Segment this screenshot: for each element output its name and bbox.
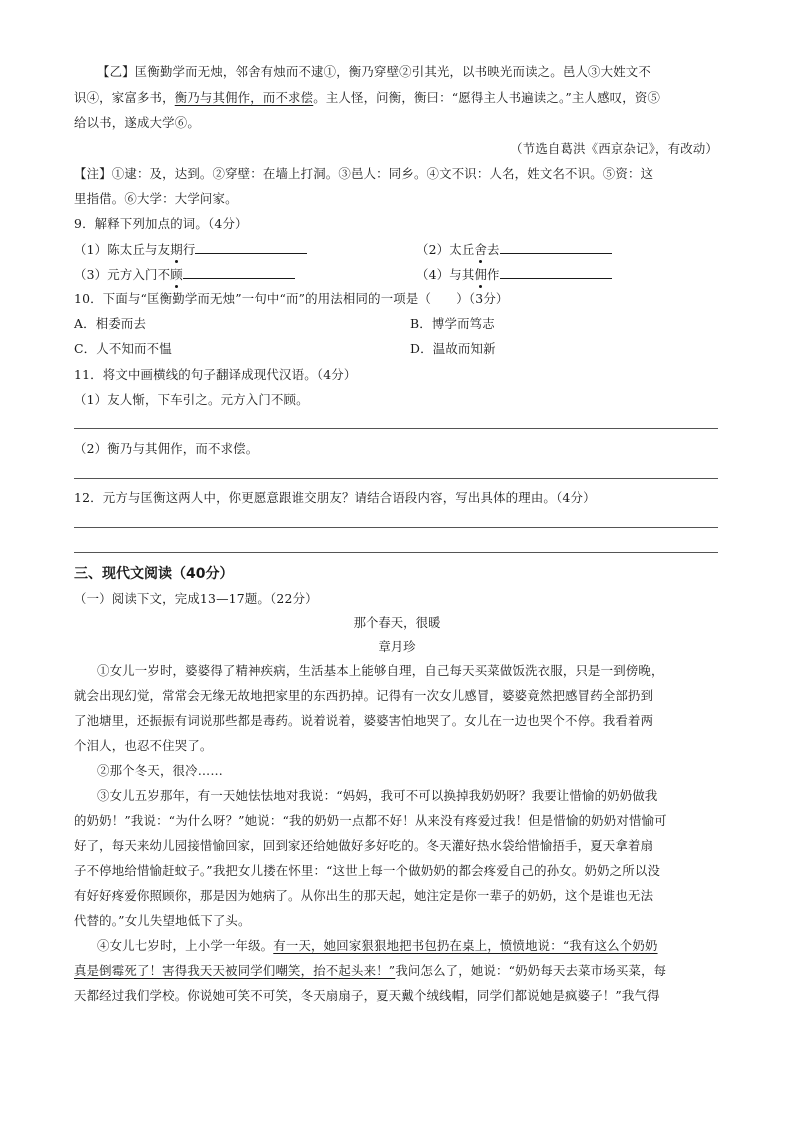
- question-9-stem: 9．解释下列加点的词。（4分）: [74, 216, 248, 231]
- answer-line[interactable]: [74, 478, 718, 479]
- answer-blank[interactable]: [500, 241, 612, 254]
- essay-line: 天都经过我们学校。你说她可笑不可笑，冬天扇扇子，夏天戴个绒线帽，同学们都说她是疯婆子！”我气得: [74, 988, 660, 1003]
- essay-line: 真是倒霉死了！害得我天天被同学们嘲笑，抬不起头来！”我问怎么了，她说：“奶奶每天去菜市场买菜，每: [74, 963, 667, 978]
- answer-blank[interactable]: [183, 266, 295, 279]
- question-11-sentence-2: （2）衡乃与其佣作，而不求偿。: [74, 441, 259, 456]
- section-subtitle: （一）阅读下文，完成13—17题。（22分）: [74, 591, 318, 606]
- option-c[interactable]: C．人不知而不愠: [74, 341, 172, 356]
- underlined-sentence: 真是倒霉死了！害得我天天被同学们嘲笑，抬不起头来！”: [74, 963, 396, 978]
- essay-line: ③女儿五岁那年，有一天她怯怯地对我说：“妈妈，我可不可以换掉我奶奶呀？我要让惜愉的奶奶做我: [97, 788, 658, 803]
- essay-line: 代替的。”女儿失望地低下了头。: [74, 913, 251, 928]
- passage-line: 识④，家富多书，衡乃与其佣作，而不求偿。主人怪，问衡，衡曰：“愿得主人书遍读之。”主人感叹，资⑤: [74, 90, 661, 105]
- question-9-item-2: （2）太丘舍去: [416, 241, 612, 258]
- underlined-sentence: 衡乃与其佣作，而不求偿: [174, 90, 314, 105]
- question-11-sentence-1: （1）友人惭，下车引之。元方入门不顾。: [74, 392, 309, 407]
- essay-line: 子不停地给惜愉赶蚊子。”我把女儿搂在怀里：“这世上每一个做奶奶的都会疼爱自己的孙女。奶奶之所以没: [74, 863, 661, 878]
- option-b[interactable]: B．博学而笃志: [410, 316, 495, 331]
- notes-line: 【注】①逮：及，达到。②穿壁：在墙上打洞。③邑人：同乡。④文不识：人名，姓文名不识。⑤资：这: [74, 166, 654, 181]
- option-d[interactable]: D．温故而知新: [410, 341, 496, 356]
- essay-line: ②那个冬天，很冷……: [97, 763, 223, 778]
- answer-blank[interactable]: [500, 266, 612, 279]
- section-title: 三、现代文阅读（40分）: [74, 566, 234, 582]
- essay-line: 个泪人，也忍不住哭了。: [74, 738, 213, 753]
- essay-line: 的奶奶！”我说：“为什么呀？”她说：“我的奶奶一点都不好！从来没有疼爱过我！但是惜愉的奶奶对惜愉可: [74, 813, 667, 828]
- notes-line: 里指借。⑥大学：大学问家。: [74, 191, 238, 206]
- answer-blank[interactable]: [195, 241, 307, 254]
- essay-line: 有好好疼爱你照顾你，那是因为她病了。从你出生的那天起，她注定是你一辈子的奶奶，这个是谁也无法: [74, 888, 654, 903]
- question-9-item-3: （3）元方入门不顾: [74, 266, 295, 283]
- essay-line: ①女儿一岁时，婆婆得了精神疾病，生活基本上能够自理，自己每天买菜做饭洗衣服，只是一到傍晚，: [97, 663, 664, 678]
- essay-line: 了池塘里，还振振有词说那些都是毒药。说着说着，婆婆害怕地哭了。女儿在一边也哭个不停。我看着两: [74, 713, 654, 728]
- passage-source: （节选自葛洪《西京杂记》，有改动）: [510, 141, 718, 156]
- passage-line: 给以书，遂成大学⑥。: [74, 115, 200, 130]
- answer-line[interactable]: [74, 527, 718, 528]
- essay-title: 那个春天，很暖: [353, 615, 441, 630]
- essay-line: 就会出现幻觉，常常会无缘无故地把家里的东西扔掉。记得有一次女儿感冒，婆婆竟然把感冒药全部扔到: [74, 688, 654, 703]
- question-12-stem: 12．元方与匡衡这两人中，你更愿意跟谁交朋友？请结合语段内容，写出具体的理由。（4分）: [74, 490, 596, 505]
- underlined-sentence: 有一天，她回家狠狠地把书包扔在桌上，愤愤地说：“我有这么个奶奶: [273, 938, 658, 953]
- essay-line: 好了，每天来幼儿园接惜愉回家，回到家还给她做好多好吃的。冬天灌好热水袋给惜愉捂手，夏天拿着扇: [74, 838, 654, 853]
- question-9-item-1: （1）陈太丘与友期行: [74, 241, 307, 258]
- option-a[interactable]: A．相委而去: [74, 316, 147, 331]
- question-9-item-4: （4）与其佣作: [416, 266, 612, 283]
- answer-line[interactable]: [74, 552, 718, 553]
- question-10-stem: 10．下面与“匡衡勤学而无烛”一句中“而”的用法相同的一项是（ ）（3分）: [74, 291, 509, 306]
- passage-line: 【乙】匡衡勤学而无烛，邻舍有烛而不逮①，衡乃穿壁②引其光，以书映光而读之。邑人③大姓文不: [97, 64, 651, 79]
- essay-line: ④女儿七岁时，上小学一年级。有一天，她回家狠狠地把书包扔在桌上，愤愤地说：“我有这么个奶奶: [97, 938, 658, 953]
- answer-line[interactable]: [74, 428, 718, 429]
- essay-author: 章月珍: [378, 639, 416, 654]
- question-11-stem: 11．将文中画横线的句子翻译成现代汉语。（4分）: [74, 367, 357, 382]
